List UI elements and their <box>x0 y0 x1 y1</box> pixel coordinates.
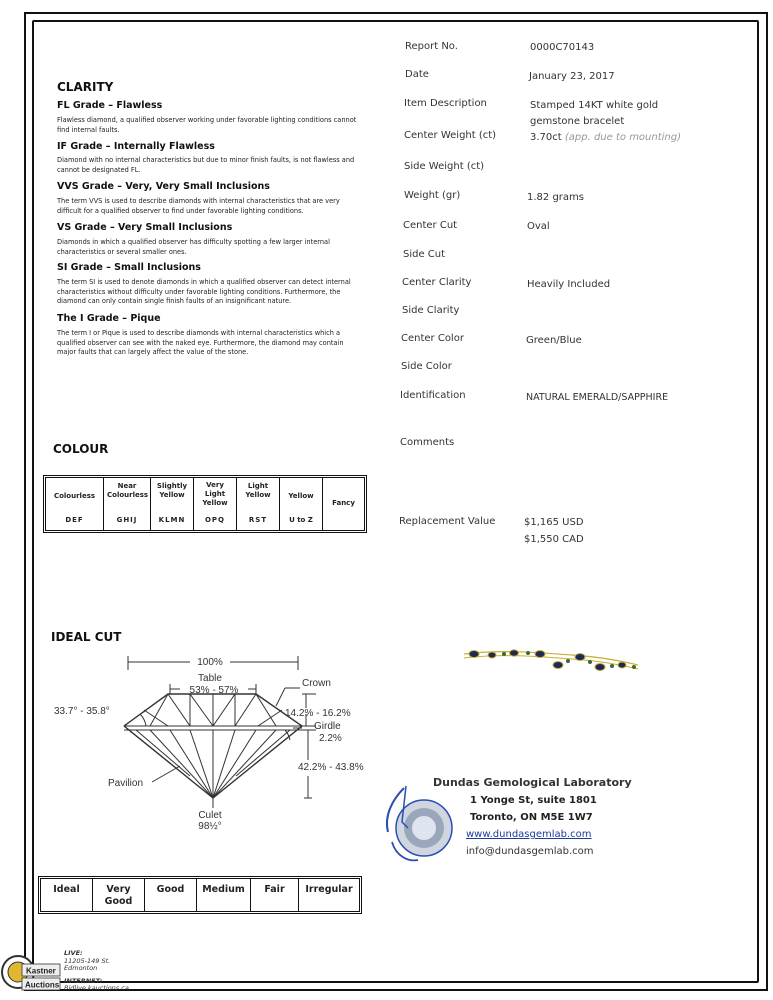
value-date: January 23, 2017 <box>529 71 615 82</box>
grade-vs-text: Diamonds in which a qualified observer has difficulty spotting a few larger internal characteristics or several smaller ones. <box>57 238 330 256</box>
dia-culet-pct: 98½° <box>198 821 222 832</box>
label-side-cut: Side Cut <box>403 249 446 260</box>
value-replacement-usd: $1,165 USD <box>524 517 584 528</box>
cut-grade-cell: Good <box>145 879 197 911</box>
grade-fl-title: FL Grade – Flawless <box>57 100 163 111</box>
hologram-seal <box>378 782 458 866</box>
cut-grade-cell: Very Good <box>93 879 145 911</box>
label-side-clarity: Side Clarity <box>402 305 460 316</box>
colour-cell <box>46 478 104 530</box>
footer-internet-url[interactable]: Bidlive.kauctions.ca <box>64 984 129 993</box>
label-center-weight: Center Weight (ct) <box>404 130 497 141</box>
dia-crown-angle: 33.7° - 35.8° <box>54 706 110 717</box>
label-item-description: Item Description <box>404 98 487 109</box>
colour-cell-grades: KLMN <box>158 516 186 524</box>
grade-si-title: SI Grade – Small Inclusions <box>57 262 201 273</box>
grade-fl-text: Flawless diamond, a qualified observer working under favorable lighting conditions cannot find internal faults. <box>57 116 357 134</box>
footer-info <box>64 950 129 993</box>
dia-pavilion-label: Pavilion <box>108 778 144 789</box>
cut-grade-cell: Ideal <box>41 879 93 911</box>
label-side-color: Side Color <box>401 361 452 372</box>
logo-text-top: Kastner <box>26 966 56 976</box>
colour-cell <box>237 478 280 530</box>
lab-address-2: Toronto, ON M5E 1W7 <box>470 812 593 823</box>
grade-if-text: Diamond with no internal characteristics but due to minor finish faults, is not flawless and cannot be designated FL. <box>57 156 355 174</box>
colour-cell-label: Colourless <box>53 492 96 500</box>
dia-table-range: 53% - 57% <box>189 685 239 696</box>
label-weight-gr: Weight (gr) <box>404 190 461 201</box>
value-center-clarity: Heavily Included <box>527 279 611 290</box>
cut-grade-table <box>38 876 362 914</box>
colour-cell-label: Slightly Yellow <box>156 482 188 499</box>
dia-girdle-pct: 2.2% <box>319 733 342 744</box>
colour-cell-label: Fancy <box>332 498 355 507</box>
label-side-weight: Side Weight (ct) <box>404 161 485 172</box>
value-report-no: 0000C70143 <box>530 42 595 53</box>
colour-cell-label: Light Yellow <box>245 482 271 499</box>
ideal-cut-heading: IDEAL CUT <box>51 630 122 644</box>
grade-vs-title: VS Grade – Very Small Inclusions <box>57 222 233 233</box>
dia-pavilion-depth: 42.2% - 43.8% <box>298 762 364 773</box>
colour-heading: COLOUR <box>53 442 109 456</box>
diamond-proportions-diagram <box>40 648 370 838</box>
colour-cell-label: Near Colourless <box>107 482 149 499</box>
center-weight-number: 3.70ct <box>530 132 562 143</box>
logo-text-bottom: Auctions <box>25 980 60 990</box>
value-center-weight <box>530 132 681 143</box>
value-weight-gr: 1.82 grams <box>527 192 584 203</box>
colour-cell <box>323 478 364 530</box>
grade-si-text: The term SI is used to denote diamonds in which a qualified observer can detect internal characteristics without difficulty under favorable lighting conditions. Furthermore, the diamond can only contain single finish faults of an insignificant nature. <box>57 278 351 306</box>
cut-grade-cell: Fair <box>251 879 299 911</box>
grade-i-text: The term I or Pique is used to describe diamonds with internal characteristics which a qualified observer can see with the naked eye. Furthermore, the diamond may contain major faults that can largely affect the value of the stone. <box>57 329 344 357</box>
dia-girdle-label: Girdle <box>314 721 341 732</box>
dia-crown-label: Crown <box>302 678 331 689</box>
bracelet-photo <box>462 645 642 675</box>
lab-email: info@dundasgemlab.com <box>466 846 594 857</box>
lab-website-link[interactable]: www.dundasgemlab.com <box>466 829 592 840</box>
colour-cell-label: Very Light Yellow <box>202 481 228 507</box>
grade-if-title: IF Grade – Internally Flawless <box>57 141 215 152</box>
footer-live-addr1: 11205-149 St. <box>64 956 111 965</box>
lab-address-1: 1 Yonge St, suite 1801 <box>470 795 597 806</box>
lab-name: Dundas Gemological Laboratory <box>433 776 632 789</box>
footer-live-addr2: Edmonton <box>64 964 98 973</box>
value-center-color: Green/Blue <box>526 335 582 346</box>
colour-cell-grades: GHIJ <box>116 516 138 524</box>
value-item-description: Stamped 14KT white gold gemstone bracelet <box>530 100 659 127</box>
colour-cell-grades: OPQ <box>204 516 226 524</box>
dia-culet-label: Culet <box>198 810 222 821</box>
cut-grade-cell: Irregular <box>305 884 353 895</box>
colour-cell <box>151 478 194 530</box>
colour-cell <box>194 478 237 530</box>
clarity-heading: CLARITY <box>57 80 114 94</box>
value-replacement-cad: $1,550 CAD <box>524 534 584 545</box>
cut-grade-cell: Medium <box>197 879 251 911</box>
label-identification: Identification <box>400 390 466 401</box>
label-center-clarity: Center Clarity <box>402 277 472 288</box>
grade-i-title: The I Grade – Pique <box>57 313 161 324</box>
label-report-no: Report No. <box>405 41 458 52</box>
label-date: Date <box>405 69 429 80</box>
label-center-cut: Center Cut <box>403 220 458 231</box>
colour-cell-grades: RST <box>248 516 268 524</box>
dia-width-label: 100% <box>197 657 223 668</box>
colour-cell-grades: U to Z <box>289 516 313 524</box>
footer-internet-label: INTERNET: <box>64 976 103 985</box>
grade-vvs-title: VVS Grade – Very, Very Small Inclusions <box>57 181 270 192</box>
dia-crown-height: 14.2% - 16.2% <box>285 708 351 719</box>
grade-vvs-text: The term VVS is used to describe diamonds with internal characteristics that are very difficult for a qualified observer to find under favorable lighting conditions. <box>57 197 340 215</box>
label-replacement-value: Replacement Value <box>399 516 496 527</box>
label-center-color: Center Color <box>401 333 464 344</box>
kastner-auctions-logo <box>0 950 62 996</box>
colour-cell <box>280 478 323 530</box>
label-comments: Comments <box>400 437 455 448</box>
colour-scale-table <box>43 475 367 533</box>
colour-cell-grades: DEF <box>65 516 84 524</box>
footer-live-label: LIVE: <box>64 949 83 957</box>
center-weight-note: (app. due to mounting) <box>564 132 682 143</box>
colour-cell-label: Yellow <box>288 492 314 500</box>
value-identification: NATURAL EMERALD/SAPPHIRE <box>526 392 669 403</box>
value-center-cut: Oval <box>527 221 550 232</box>
dia-table-label: Table <box>198 673 222 684</box>
colour-cell <box>104 478 151 530</box>
